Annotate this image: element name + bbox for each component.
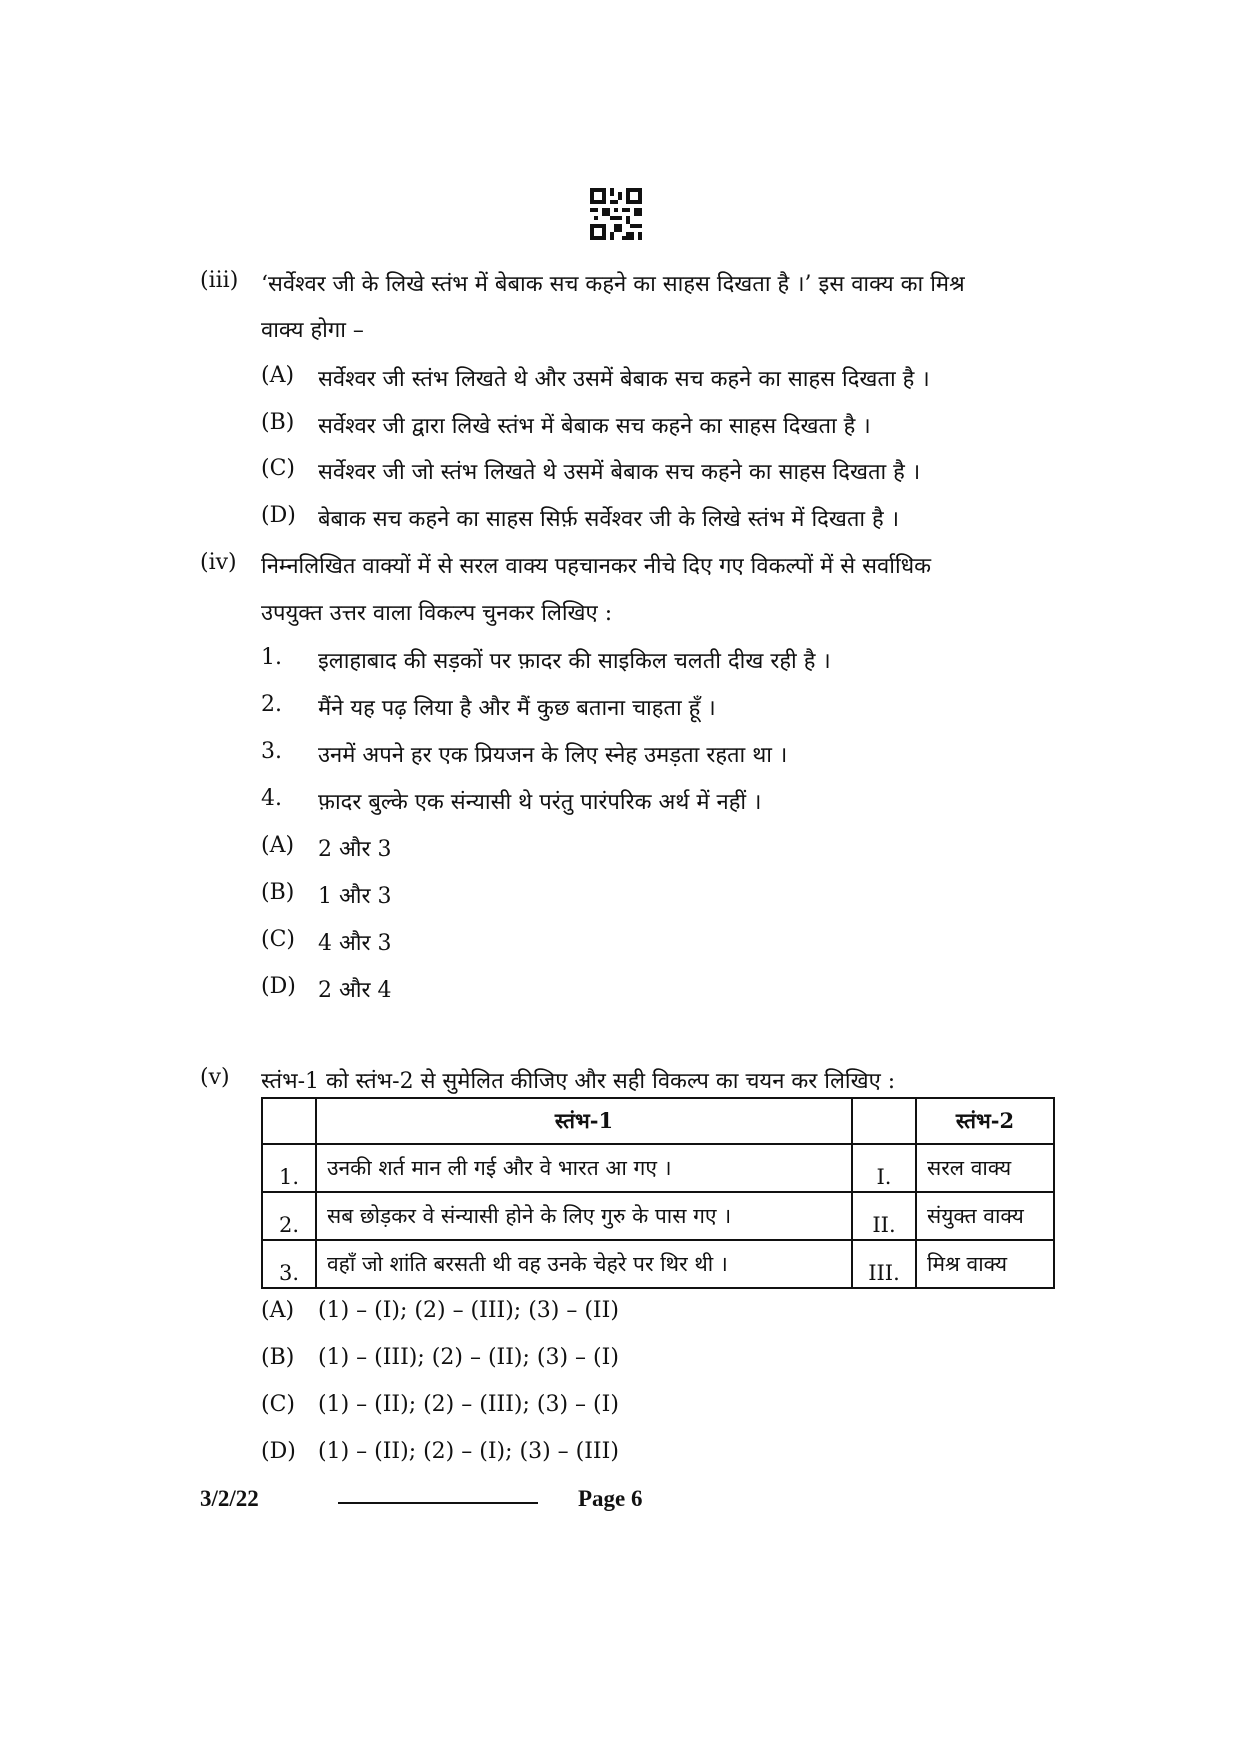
question-stem-line: वाक्य होगा – — [261, 318, 364, 343]
sentence-text: फ़ादर बुल्के एक संन्यासी थे परंतु पारंपरिक अर्थ में नहीं । — [318, 790, 762, 815]
sentence-label: 1. — [261, 645, 282, 670]
option-text: 1 और 3 — [318, 884, 392, 909]
option-text: (1) – (II); (2) – (III); (3) – (I) — [318, 1392, 619, 1417]
option-text: सर्वेश्वर जी द्वारा लिखे स्तंभ में बेबाक सच कहने का साहस दिखता है । — [318, 414, 871, 439]
option-text: सर्वेश्वर जी जो स्तंभ लिखते थे उसमें बेबाक सच कहने का साहस दिखता है । — [318, 460, 921, 485]
option-label: (D) — [261, 974, 296, 999]
option-label: (C) — [261, 1392, 295, 1417]
sentence-text: मैंने यह पढ़ लिया है और मैं कुछ बताना चाहता हूँ । — [318, 696, 716, 721]
row-roman: I. — [852, 1144, 916, 1192]
row-sentence: उनकी शर्त मान ली गई और वे भारत आ गए । — [316, 1144, 852, 1192]
row-sentence: वहाँ जो शांति बरसती थी वह उनके चेहरे पर थिर थी । — [316, 1240, 852, 1288]
row-type: सरल वाक्य — [916, 1144, 1054, 1192]
question-stem: स्तंभ-1 को स्तंभ-2 से सुमेलित कीजिए और सही विकल्प का चयन कर लिखिए : — [261, 1069, 896, 1094]
footer-divider — [338, 1502, 538, 1504]
option-text: (1) – (III); (2) – (II); (3) – (I) — [318, 1345, 619, 1370]
option-label: (C) — [261, 927, 295, 952]
table-row — [262, 1192, 1054, 1240]
sentence-text: उनमें अपने हर एक प्रियजन के लिए स्नेह उमड़ता रहता था । — [318, 743, 788, 768]
option-label: (A) — [261, 1298, 295, 1323]
option-label: (A) — [261, 363, 295, 388]
match-table — [261, 1097, 1055, 1289]
row-roman: III. — [852, 1240, 916, 1288]
option-text: (1) – (I); (2) – (III); (3) – (II) — [318, 1298, 619, 1323]
page-number: Page 6 — [578, 1486, 643, 1511]
row-roman: II. — [852, 1192, 916, 1240]
question-stem-line: ‘सर्वेश्वर जी के लिखे स्तंभ में बेबाक सच कहने का साहस दिखता है ।’ इस वाक्य का मिश्र — [261, 272, 965, 297]
option-label: (B) — [261, 410, 295, 435]
option-label: (D) — [261, 503, 296, 528]
sentence-label: 4. — [261, 786, 282, 811]
row-number: 2. — [262, 1192, 316, 1240]
question-stem-line: उपयुक्त उत्तर वाला विकल्प चुनकर लिखिए : — [261, 601, 613, 626]
row-number: 3. — [262, 1240, 316, 1288]
column-header: स्तंभ-1 — [316, 1098, 852, 1144]
column-header: स्तंभ-2 — [916, 1098, 1054, 1144]
option-label: (B) — [261, 880, 295, 905]
option-text: बेबाक सच कहने का साहस सिर्फ़ सर्वेश्वर जी के लिखे स्तंभ में दिखता है । — [318, 507, 900, 532]
option-label: (A) — [261, 833, 295, 858]
sentence-text: इलाहाबाद की सड़कों पर फ़ादर की साइकिल चलती दीख रही है । — [318, 649, 831, 674]
question-number: (iv) — [200, 550, 237, 575]
qr-code-icon — [590, 188, 642, 240]
row-sentence: सब छोड़कर वे संन्यासी होने के लिए गुरु के पास गए । — [316, 1192, 852, 1240]
sentence-label: 2. — [261, 692, 282, 717]
option-text: 4 और 3 — [318, 931, 392, 956]
option-label: (D) — [261, 1439, 296, 1464]
option-text: सर्वेश्वर जी स्तंभ लिखते थे और उसमें बेबाक सच कहने का साहस दिखता है । — [318, 367, 930, 392]
table-row — [262, 1240, 1054, 1288]
question-stem-line: निम्नलिखित वाक्यों में से सरल वाक्य पहचानकर नीचे दिए गए विकल्पों में से सर्वाधिक — [261, 554, 932, 579]
table-cell — [262, 1098, 316, 1144]
option-label: (C) — [261, 456, 295, 481]
option-label: (B) — [261, 1345, 295, 1370]
row-type: संयुक्त वाक्य — [916, 1192, 1054, 1240]
table-cell — [852, 1098, 916, 1144]
row-number: 1. — [262, 1144, 316, 1192]
question-number: (iii) — [200, 268, 239, 293]
question-number: (v) — [200, 1065, 230, 1090]
option-text: 2 और 4 — [318, 978, 392, 1003]
option-text: 2 और 3 — [318, 837, 392, 862]
paper-code: 3/2/22 — [200, 1486, 259, 1511]
table-header-row — [262, 1098, 1054, 1144]
table-row — [262, 1144, 1054, 1192]
sentence-label: 3. — [261, 739, 282, 764]
row-type: मिश्र वाक्य — [916, 1240, 1054, 1288]
option-text: (1) – (II); (2) – (I); (3) – (III) — [318, 1439, 619, 1464]
